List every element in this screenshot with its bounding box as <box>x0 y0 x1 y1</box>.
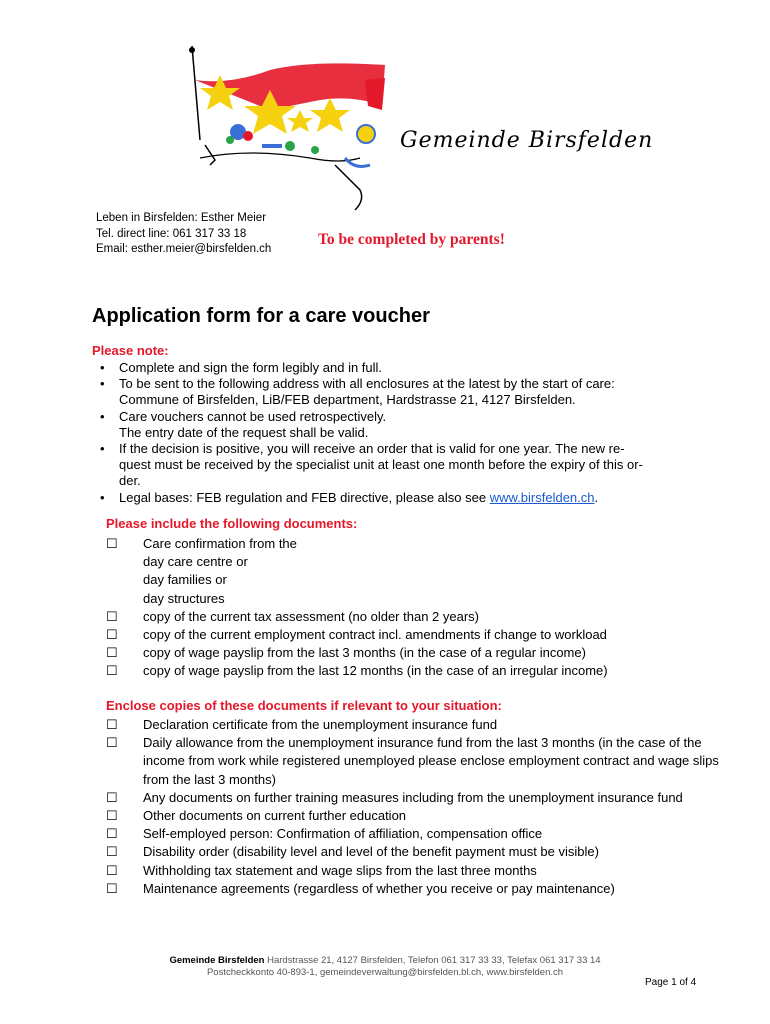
checkbox[interactable]: ☐ <box>106 536 118 551</box>
birsfelden-logo-illustration <box>170 40 400 220</box>
page-footer <box>0 955 770 978</box>
checkbox[interactable]: ☐ <box>106 627 118 643</box>
footer-address: Hardstrasse 21, 4127 Birsfelden, Telefon 061 317 33 33, Telefax 061 317 33 14 <box>267 955 601 966</box>
website-link[interactable]: www.birsfelden.ch <box>489 489 595 505</box>
note-item: • If the decision is positive, you will receive an order that is valid for one year. The new re- quest must be received by the specialist unit at least one month before the expiry of this or- der. <box>92 441 712 490</box>
please-note-heading: Please note: <box>92 343 169 358</box>
checkbox[interactable]: ☐ <box>106 862 118 878</box>
doc-item: ☐ copy of wage payslip from the last 12 months (in the case of an irregular income) <box>100 662 720 680</box>
note-item: • Care vouchers cannot be used retrospectively. The entry date of the request shall be valid. <box>92 409 712 441</box>
doc-item: ☐ Daily allowance from the unemployment insurance fund from the last 3 months (in the case of the income from work while registered unemployed please enclose employment contract and wage slips from the last 3 months) <box>106 735 719 787</box>
doc-item: ☐ copy of wage payslip from the last 3 months (in the case of a regular income) <box>100 644 720 662</box>
parents-notice: To be completed by parents! <box>318 231 505 248</box>
checkbox[interactable]: ☐ <box>106 608 118 624</box>
doc-item: ☐ Declaration certificate from the unemployment insurance fund <box>100 716 720 734</box>
page-title: Application form for a care voucher <box>92 305 430 327</box>
checkbox[interactable]: ☐ <box>106 880 118 896</box>
brand-name: Gemeinde Birsfelden <box>400 128 654 153</box>
optional-docs-heading: Enclose copies of these documents if relevant to your situation: <box>106 698 502 713</box>
note-item: • Legal bases: FEB regulation and FEB directive, please also see www.birsfelden.ch. <box>92 490 712 506</box>
doc-item-sub: day families or <box>143 572 227 588</box>
checkbox[interactable]: ☐ <box>106 808 118 824</box>
checkbox[interactable]: ☐ <box>106 717 118 732</box>
footer-org: Gemeinde Birsfelden <box>169 955 265 966</box>
checkbox[interactable]: ☐ <box>106 663 118 679</box>
checkbox[interactable]: ☐ <box>106 844 118 860</box>
checkbox[interactable]: ☐ <box>106 735 118 751</box>
checkbox[interactable]: ☐ <box>106 645 118 661</box>
doc-item: ☐ copy of the current employment contract incl. amendments if change to workload <box>100 626 720 644</box>
note-item: • Complete and sign the form legibly and in full. <box>92 360 712 376</box>
required-docs-heading: Please include the following documents: <box>106 516 358 531</box>
note-item: • To be sent to the following address with all enclosures at the latest by the start of care: Commune of Birsfelden, LiB/FEB department, Hardstrasse 21, 4127 Birsfelden. <box>92 376 712 408</box>
optional-docs-list <box>100 716 720 898</box>
contact-line-name: Leben in Birsfelden: Esther Meier <box>96 212 267 224</box>
doc-item-sub: day structures <box>143 590 225 606</box>
doc-item: ☐ Other documents on current further education <box>100 807 720 825</box>
footer-line2: Postcheckkonto 40-893-1, gemeindeverwaltung@birsfelden.bl.ch, www.birsfelden.ch <box>206 966 564 978</box>
contact-line-phone: Tel. direct line: 061 317 33 18 <box>96 227 247 240</box>
doc-item: ☐ Disability order (disability level and level of the benefit payment must be visible) <box>100 843 720 861</box>
doc-item: ☐ Withholding tax statement and wage slips from the last three months <box>100 862 720 880</box>
checkbox[interactable]: ☐ <box>106 789 118 805</box>
doc-item: ☐ Self-employed person: Confirmation of affiliation, compensation office <box>100 825 720 843</box>
page-number: Page 1 of 4 <box>645 977 697 988</box>
doc-item: ☐ Any documents on further training measures including from the unemployment insurance fund <box>100 789 720 807</box>
doc-item: ☐ copy of the current tax assessment (no older than 2 years) <box>100 608 720 626</box>
doc-item-sub: day care centre or <box>143 554 248 570</box>
contact-line-email: Email: esther.meier@birsfelden.ch <box>96 243 272 255</box>
please-note-list <box>92 360 712 506</box>
doc-item: ☐ Care confirmation from the <box>100 535 720 553</box>
required-docs-list <box>100 535 720 681</box>
doc-item: ☐ Maintenance agreements (regardless of whether you receive or pay maintenance) <box>100 880 720 898</box>
checkbox[interactable]: ☐ <box>106 826 118 842</box>
contact-block <box>96 211 271 258</box>
